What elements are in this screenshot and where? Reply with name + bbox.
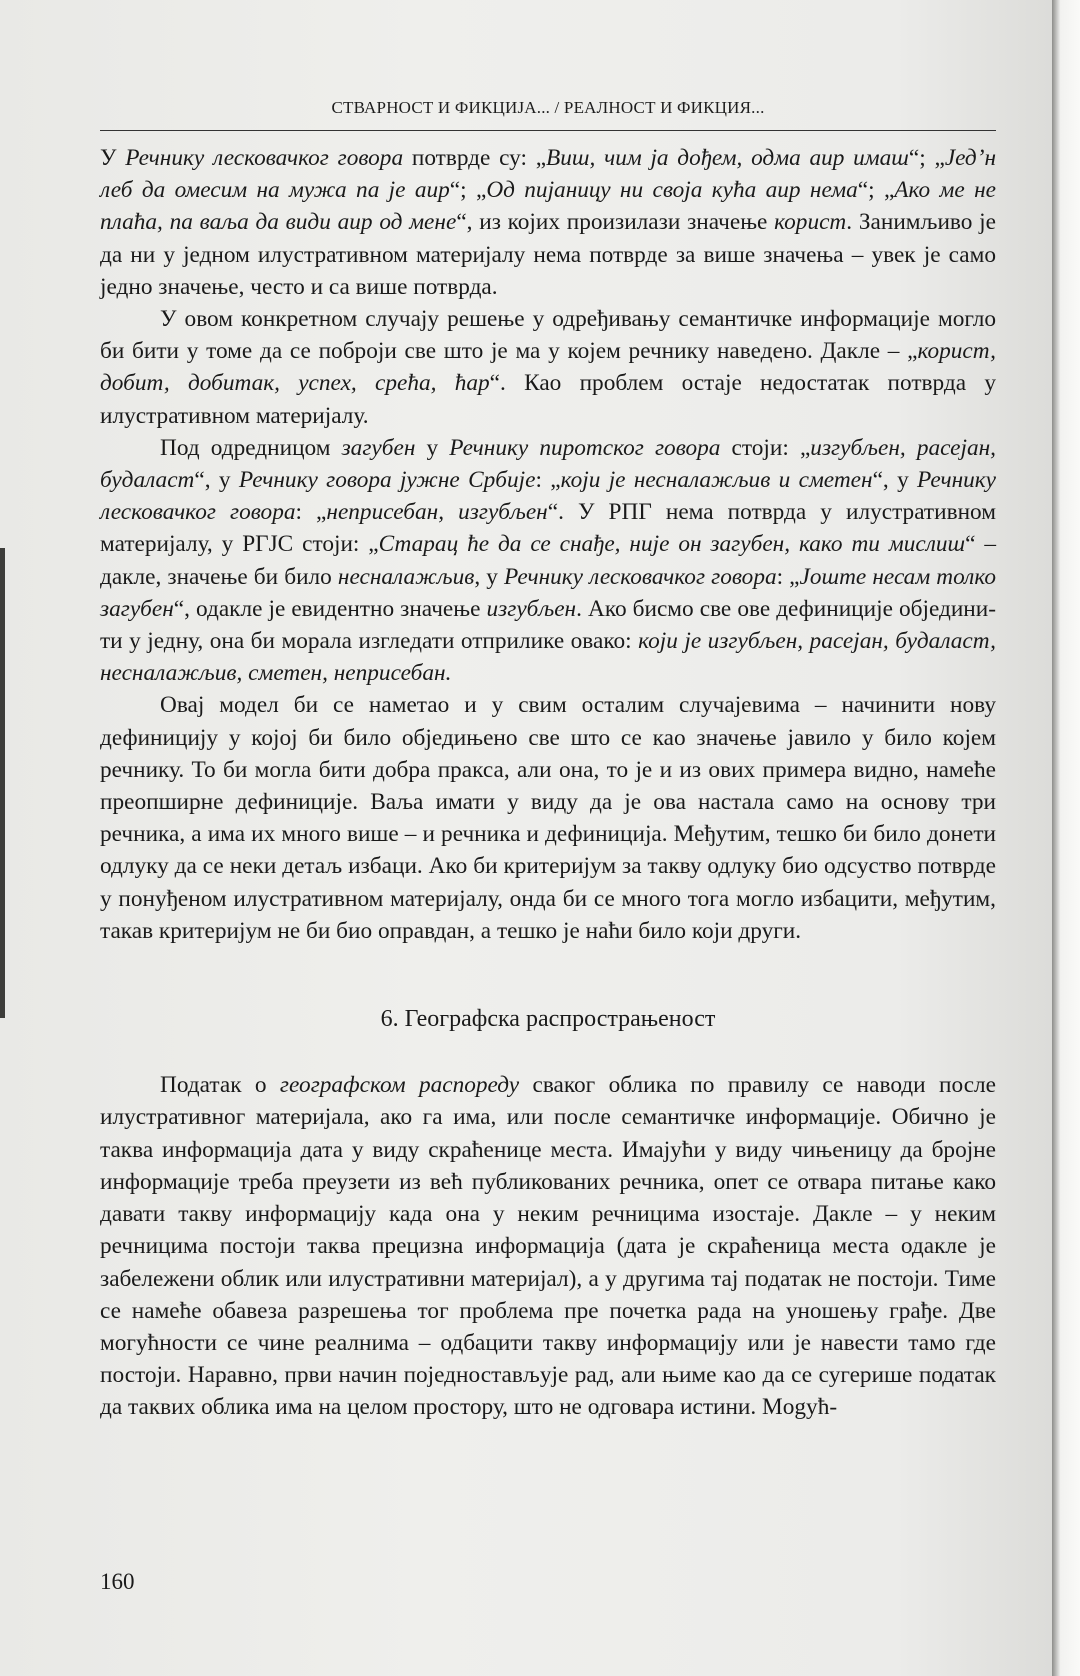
body-text [100, 142, 996, 1424]
paragraph-2: У овом конкретном случају решење у одређивању семантичке информације могло би бити у томе да се поброји све што је ма у којем речнику наведено. Дакле – „корист, добит, добитак, успех, срећа, ћар“. Као проблем остаје недостатак потврда у илустративном материјалу. [100, 306, 996, 429]
section-title: 6. Географска распрострањеност [380, 1006, 716, 1033]
paragraph-4: Овај модел би се наметао и у свим осталим случајевима – начинити нову дефиницију у којој би било обједињено све што се као значење јавило у било којем речнику. То би могла бити добра пракса, али она, то је и из ових примера видно, намеће преопширне дефиниције. Ваља имати у виду да је ова настала само на основу три речника, а има их много више – и речника и дефиниција. Међутим, тешко би било донети одлуку да се неки детаљ избаци. Ако би критеријум за такву одлуку био одсуство потврде у понуђеном илустративном материјалу, онда би се много тога могло избацити, међутим, такав критеријум не би био оправдан, а тешко је наћи било који други. [100, 692, 996, 944]
paragraph-3: Под одредницом загубен у Речнику пиротског говора стоји: „изгубљен, расејан, будаласт“, у Речнику говора јужне Србије: „који је несналажљив и сметен“, у Речнику лесковачког говора: „неприсебан, изгубљен“. У РПГ нема потврда у илустративном материјалу, у РГЈС стоји: „Старац ће да се снађе, није он загубен, како ти мислиш“ – дакле, значење би било несналажљив, у Речнику лесковачког говора: „Јоште несам толко загубен“, одакле је евидентно значење изгубљен. Ако бисмо све ове дефиниције објединити у једну, она би морала изгледати отприлике овако: који је изгубљен, расејан, будаласт, несналажљив, сметен, неприсебан. [100, 434, 997, 687]
paragraph-5: Податак о географском распореду сваког облика по правилу се наводи после илустративног материјала, ако га има, или после семантичке информације. Обично је таква информација дата у виду скраћенице места. Имајући у виду чињеницу да бројне информације треба преузети из већ публикованих речника, опет се отвара питање како давати такву информацију када она у неким речницима изостаје. Дакле – у неким речницима постоји таква прецизна информација (дата је скраћеница места одакле је забележени облик или илустративни материјал), а у другима тај податак не постоји. Тиме се намеће обавеза разрешења тог проблема пре почетка рада на уношењу грађе. Две могућности се чине реалнима – одбацити такву информацију или је навести тамо где постоји. Наравно, први начин поједностављује рад, али њиме као да се сугерише податак да таквих облика има на целом простору, што не одговара истини. Мogућ- [100, 1072, 996, 1421]
paragraph-1: У Речнику лесковачког говора потврде су: „Виш, чим ја дођем, одма аир имаш“; „Јед’н леб да омесим на мужа па је аир“; „Од пијаницу ни своја кућа аир нема“; „Ако ме не плаћа, па ваља да види аир од мене“, из којих произилази значење корист. Занимљиво је да ни у једном илустративном материјалу нема потврде за више значења – увек је само једно значење, често и са више потврда. [100, 145, 997, 300]
page-edge [1052, 0, 1080, 1676]
header-rule [100, 130, 996, 131]
page-number: 160 [100, 1569, 135, 1594]
running-head: СТВАРНОСТ И ФИКЦИЈА... / РЕАЛНОСТ И ФИКЦИЯ... [331, 98, 765, 117]
binding-shadow [0, 548, 5, 1018]
